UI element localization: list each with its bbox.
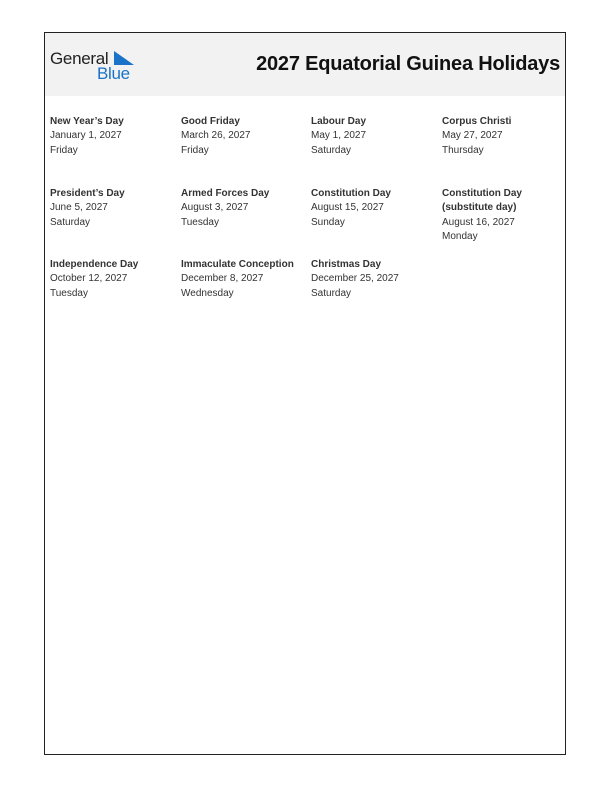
page-frame (44, 32, 566, 755)
holiday-item (311, 115, 439, 158)
holiday-name: Immaculate Conception (181, 259, 294, 270)
holiday-weekday: Saturday (311, 144, 352, 156)
holiday-date: December 25, 2027 (311, 273, 399, 285)
holiday-date: May 27, 2027 (442, 130, 503, 142)
holiday-item (442, 115, 570, 158)
holiday-date: March 26, 2027 (181, 130, 251, 142)
holiday-weekday: Friday (181, 144, 209, 156)
holiday-item (311, 258, 439, 301)
holiday-weekday: Tuesday (181, 216, 219, 228)
holiday-name-note: (substitute day) (442, 202, 517, 214)
holiday-date: October 12, 2027 (50, 273, 128, 285)
holiday-name: Constitution Day (311, 188, 391, 199)
holiday-weekday: Sunday (311, 216, 345, 228)
logo-triangle-icon (114, 51, 134, 65)
holiday-item (50, 258, 178, 301)
holiday-weekday: Tuesday (50, 287, 88, 299)
holiday-date: January 1, 2027 (50, 130, 122, 142)
holiday-name: Independence Day (50, 259, 139, 270)
holiday-weekday: Monday (442, 230, 478, 242)
holiday-item (50, 187, 178, 230)
holiday-item (181, 258, 309, 301)
logo-word-general: General (50, 49, 109, 68)
holiday-item (181, 187, 309, 230)
holiday-name: Constitution Day (442, 188, 522, 199)
holiday-name: New Year’s Day (50, 116, 124, 127)
header (45, 33, 565, 96)
holiday-item (311, 187, 439, 230)
holiday-weekday: Wednesday (181, 287, 234, 299)
holiday-date: May 1, 2027 (311, 130, 367, 142)
holiday-item (181, 115, 309, 158)
holiday-weekday: Saturday (50, 216, 91, 228)
holiday-name: Labour Day (311, 116, 367, 127)
holiday-date: August 15, 2027 (311, 202, 384, 214)
holiday-item (50, 115, 178, 158)
holiday-date: August 3, 2027 (181, 202, 249, 214)
holiday-date: June 5, 2027 (50, 202, 108, 214)
logo-word-blue: Blue (97, 64, 130, 83)
page-title: 2027 Equatorial Guinea Holidays (256, 53, 560, 75)
holiday-name: Corpus Christi (442, 116, 512, 127)
generalblue-logo (50, 47, 140, 83)
holiday-name: Christmas Day (311, 259, 382, 270)
holiday-name: President’s Day (50, 188, 125, 199)
holiday-weekday: Thursday (442, 144, 484, 156)
holiday-weekday: Friday (50, 144, 78, 156)
holiday-date: August 16, 2027 (442, 216, 515, 228)
holiday-item (442, 187, 570, 244)
holiday-name: Good Friday (181, 116, 240, 127)
holiday-weekday: Saturday (311, 287, 352, 299)
holiday-name: Armed Forces Day (181, 188, 270, 199)
holiday-date: December 8, 2027 (181, 273, 264, 285)
